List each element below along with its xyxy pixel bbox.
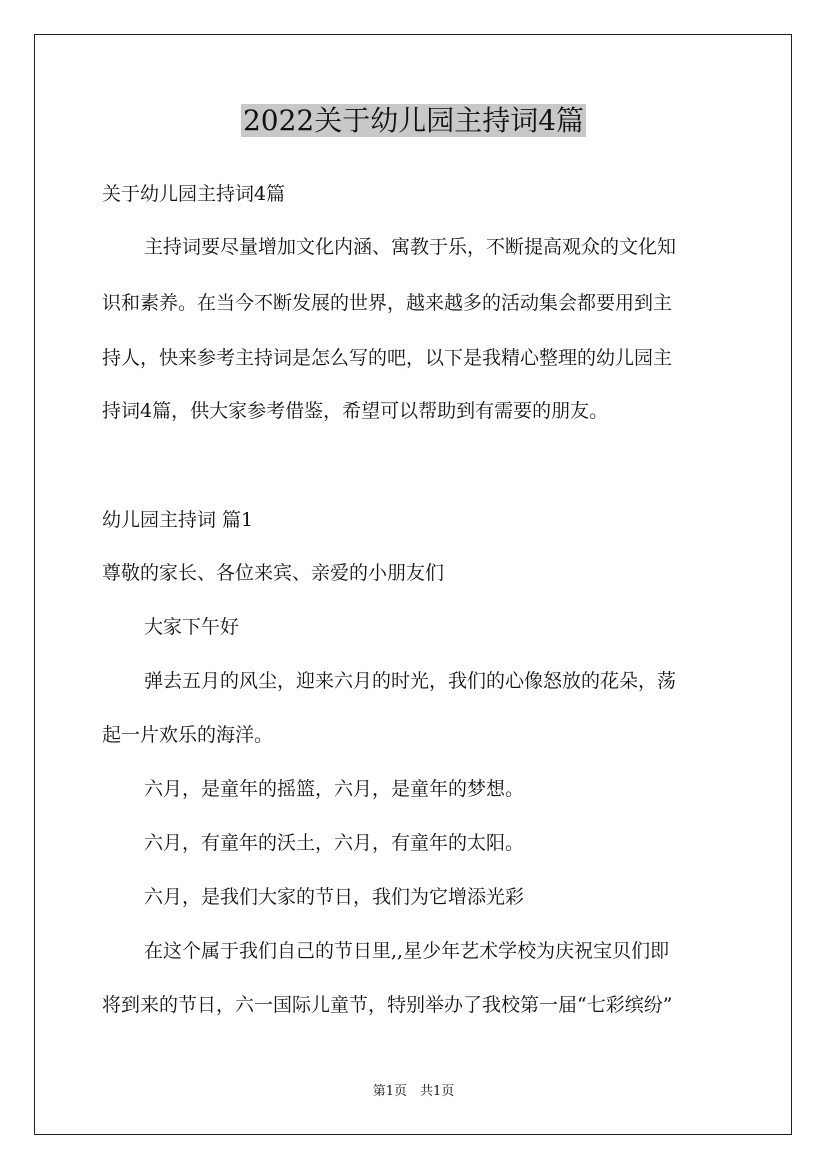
body-line: 六月，是童年的摇篮，六月，是童年的梦想。: [144, 778, 525, 800]
body-line: 将到来的节日，六一国际儿童节，特别举办了我校第一届“七彩缤纷”: [102, 994, 673, 1016]
greeting-line: 尊敬的家长、各位来宾、亲爱的小朋友们: [102, 562, 445, 584]
intro-line-3: 持人，快来参考主持词是怎么写的吧，以下是我精心整理的幼儿园主: [102, 347, 673, 369]
intro-line-4: 持词4篇，供大家参考借鉴，希望可以帮助到有需要的朋友。: [102, 400, 609, 422]
body-line: 六月，是我们大家的节日，我们为它增添光彩: [144, 886, 525, 908]
intro-line-1: 主持词要尽量增加文化内涵、寓教于乐，不断提高观众的文化知: [144, 236, 677, 258]
document-title: [0, 100, 827, 142]
subtitle-line: 关于幼儿园主持词4篇: [102, 183, 286, 205]
body-line: 弹去五月的风尘，迎来六月的时光，我们的心像怒放的花朵，荡: [144, 670, 677, 692]
body-line: 六月，有童年的沃土，六月，有童年的太阳。: [144, 832, 525, 854]
intro-line-2: 识和素养。在当今不断发展的世界，越来越多的活动集会都要用到主: [102, 292, 673, 314]
page-footer: 第1页 共1页: [372, 1084, 455, 1099]
document-title-text: 2022关于幼儿园主持词4篇: [242, 104, 585, 137]
section-heading: 幼儿园主持词 篇1: [102, 509, 254, 531]
body-line: 大家下午好: [144, 616, 240, 638]
body-line: 在这个属于我们自己的节日里,,星少年艺术学校为庆祝宝贝们即: [144, 940, 670, 962]
body-line: 起一片欢乐的海洋。: [102, 724, 274, 746]
